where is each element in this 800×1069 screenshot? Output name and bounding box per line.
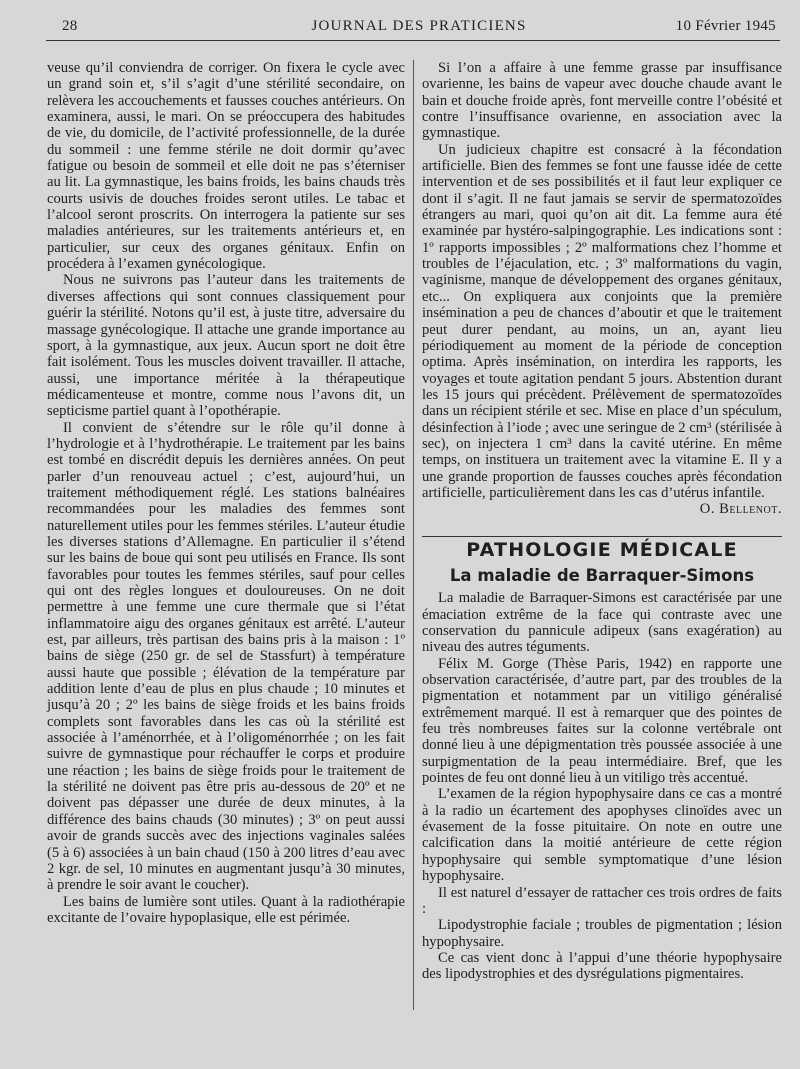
right-column bbox=[422, 60, 782, 983]
signature-line bbox=[422, 501, 782, 517]
journal-title: JOURNAL DES PRATICIENS bbox=[311, 18, 527, 34]
paragraph: La maladie de Barraquer-Simons est caractérisée par une émaciation extrême de la face qui contraste avec une conservation du pannicule adipeux (sans exagération) au niveau des autres téguments. bbox=[422, 590, 782, 656]
header-rule bbox=[46, 40, 780, 41]
section-rule bbox=[422, 536, 782, 537]
running-header bbox=[62, 16, 776, 38]
page-number: 28 bbox=[62, 18, 78, 34]
paragraph: Lipodystrophie faciale ; troubles de pigmentation ; lésion hypophysaire. bbox=[422, 917, 782, 950]
issue-date: 10 Février 1945 bbox=[675, 18, 776, 34]
author-signature: O. Bellenot. bbox=[699, 501, 782, 518]
paragraph: Les bains de lumière sont utiles. Quant à la radiothérapie excitante de l’ovaire hypoplasique, elle est périmée. bbox=[47, 893, 405, 926]
paragraph: Un judicieux chapitre est consacré à la fécondation artificielle. Bien des femmes se font une fausse idée de cette intervention et de ses possibilités et il faut leur expliquer ce dont il s’agit. Il ne faut jamais se servir de spermatozoïdes étrangers au mari, quoi qu’on ait dit. La femme aura été examinée par hystéro-salpingographie. Les indications sont : 1º rapports impossibles ; 2º malformations chez l’homme et troubles de l’éjaculation, etc. ; 3º malformations du vagin, vaginisme, manque de développement des organes génitaux, etc... On expliquera aux conjoints que la première insémination a peu de chances d’aboutir et que le traitement peut durer pendant, au moins, un an, ayant lieu périodiquement au moment de la période de conception optima. Après insémination, on interdira les rapports, les voyages et toute agitation pendant 5 jours. Abstention durant les 15 jours qui précèdent. Prélèvement de spermatozoïdes dans un récipient stérile et sec. Mise en place d’un spéculum, désinfection à l’iode ; avec une seringue de 2 cm³ (stérilisée à sec), on injectera 1 cm³ dans la cavité utérine. En même temps, on instituera un traitement avec la vitamine E. Il y a une grande proportion de fausses couches après fécondation artificielle, particulièrement dans les cas d’utérus infantile. bbox=[422, 141, 782, 501]
paragraph: Il est naturel d’essayer de rattacher ces trois ordres de faits : bbox=[422, 884, 782, 917]
paragraph: Félix M. Gorge (Thèse Paris, 1942) en rapporte une observation caractérisée, d’autre part, par des troubles de la pigmentation et notamment par un vitiligo généralisé extrêmement marqué. Il est à remarquer que des pointes de feu très nombreuses faites sur la colonne vertébrale ont donné lieu à une dépigmentation très poussée associée à une surpigmentation de la peau intermédiaire. Bref, que les pointes de feu ont donné lieu à un vitiligo très accentué. bbox=[422, 655, 782, 787]
paragraph: Il convient de s’étendre sur le rôle qu’il donne à l’hydrologie et à l’hydrothérapie. Le traitement par les bains est tombé en discrédit depuis les dernières années. On peut parler d’un renouveau actuel ; c’est, aujourd’hui, un traitement méthodiquement réglé. Les stations balnéaires recommandées pour les maladies des femmes sont naturellement utiles pour les femmes stériles. L’auteur étudie les diverses stations d’Allemagne. En particulier il s’étend sur les bains de boue qui sont peu utilisés en France. Ils sont favorables pour toutes les femmes stériles, sauf pour celles qui ont des règles longues et douloureuses. On ne doit permettre à une femme une cure thermale que si l’état inflammatoire aigu des organes génitaux est arrêté. L’auteur est, par ailleurs, très partisan des bains pris à la maison : 1º bains de siège (250 gr. de sel de Stassfurt) à température aussi haute que possible ; élévation de la température par addition lente d’eau de plus en plus chaude ; 10 minutes et jusqu’à 20 ; 2º les bains de siège froids et les bains froids complets sont favorables dans les cas où la stérilité est associée à l’aménorrhée, et à l’oligoménorrhée ; on les fait suivre de gymnastique pour réchauffer le corps et produire une réaction ; les bains de siège froids pour le traitement de la stérilité ne doivent pas être pris au-dessous de 20º et ne doivent pas dépasser une durée de deux minutes, à la différence des bains chauds (30 minutes) ; 3º on peut aussi avoir de grands succès avec des injections vaginales salées (5 à 6) associées à un bain chaud (150 à 200 litres d’eau avec 2 kgr. de sel, 10 minutes en augmentant jusqu’à 30 minutes, à prendre le soir avant le coucher). bbox=[47, 419, 405, 894]
paragraph: Si l’on a affaire à une femme grasse par insuffisance ovarienne, les bains de vapeur avec douche chaude avant le bain et douche froide après, font merveille contre l’obésité et contre l’insuffisance ovarienne, en association avec la gymnastique. bbox=[422, 60, 782, 142]
paragraph: Ce cas vient donc à l’appui d’une théorie hypophysaire des lipodystrophies et des dysrégulations pigmentaires. bbox=[422, 949, 782, 983]
paragraph: L’examen de la région hypophysaire dans ce cas a montré à la radio un écartement des apophyses clinoïdes avec un évasement de la fosse pituitaire. On note en outre une calcification dans la moitié antérieure de cette région hypophysaire qui semble symptomatique d’une lésion hypophysaire. bbox=[422, 786, 782, 885]
column-divider bbox=[413, 60, 414, 1010]
left-column bbox=[47, 60, 405, 926]
paragraph: veuse qu’il conviendra de corriger. On fixera le cycle avec un grand soin et, s’il s’agit d’une stérilité secondaire, on relèvera les accouchements et fausses couches antérieurs. On examinera, aussi, le mari. On se préoccupera des habitudes de vie, du domicile, de l’activité professionnelle, de la durée du sommeil : une femme stérile ne doit dormir qu’avec fatigue ou besoin de sommeil et elle doit ne pas s’éterniser au lit. La gymnastique, les bains froids, les bains chauds très courts usivis de douches froides seront utiles. Le tabac et l’alcool seront proscrits. On interrogera la patiente sur ses maladies antérieures, sur les traitements antérieurs et, en particulier, sur ceux des organes génitaux. Enfin on procédera à l’examen gynécologique. bbox=[47, 60, 405, 273]
paragraph: Nous ne suivrons pas l’auteur dans les traitements de diverses affections qui sont connues classiquement pour guérir la stérilité. Notons qu’il est, à juste titre, adversaire du massage gynécologique. Il attache une grande importance au sport, à la gymnastique, aux jeux. Aucun sport ne doit être fait isolément. Tous les muscles doivent travailler. Il attache, aussi, une importance méritée à la thérapeutique médicamenteuse et montre, comme nous l’avons dit, un septicisme partiel quant à l’opothérapie. bbox=[47, 272, 405, 420]
section-title: PATHOLOGIE MÉDICALE bbox=[466, 538, 738, 561]
article-title: La maladie de Barraquer-Simons bbox=[449, 565, 755, 585]
